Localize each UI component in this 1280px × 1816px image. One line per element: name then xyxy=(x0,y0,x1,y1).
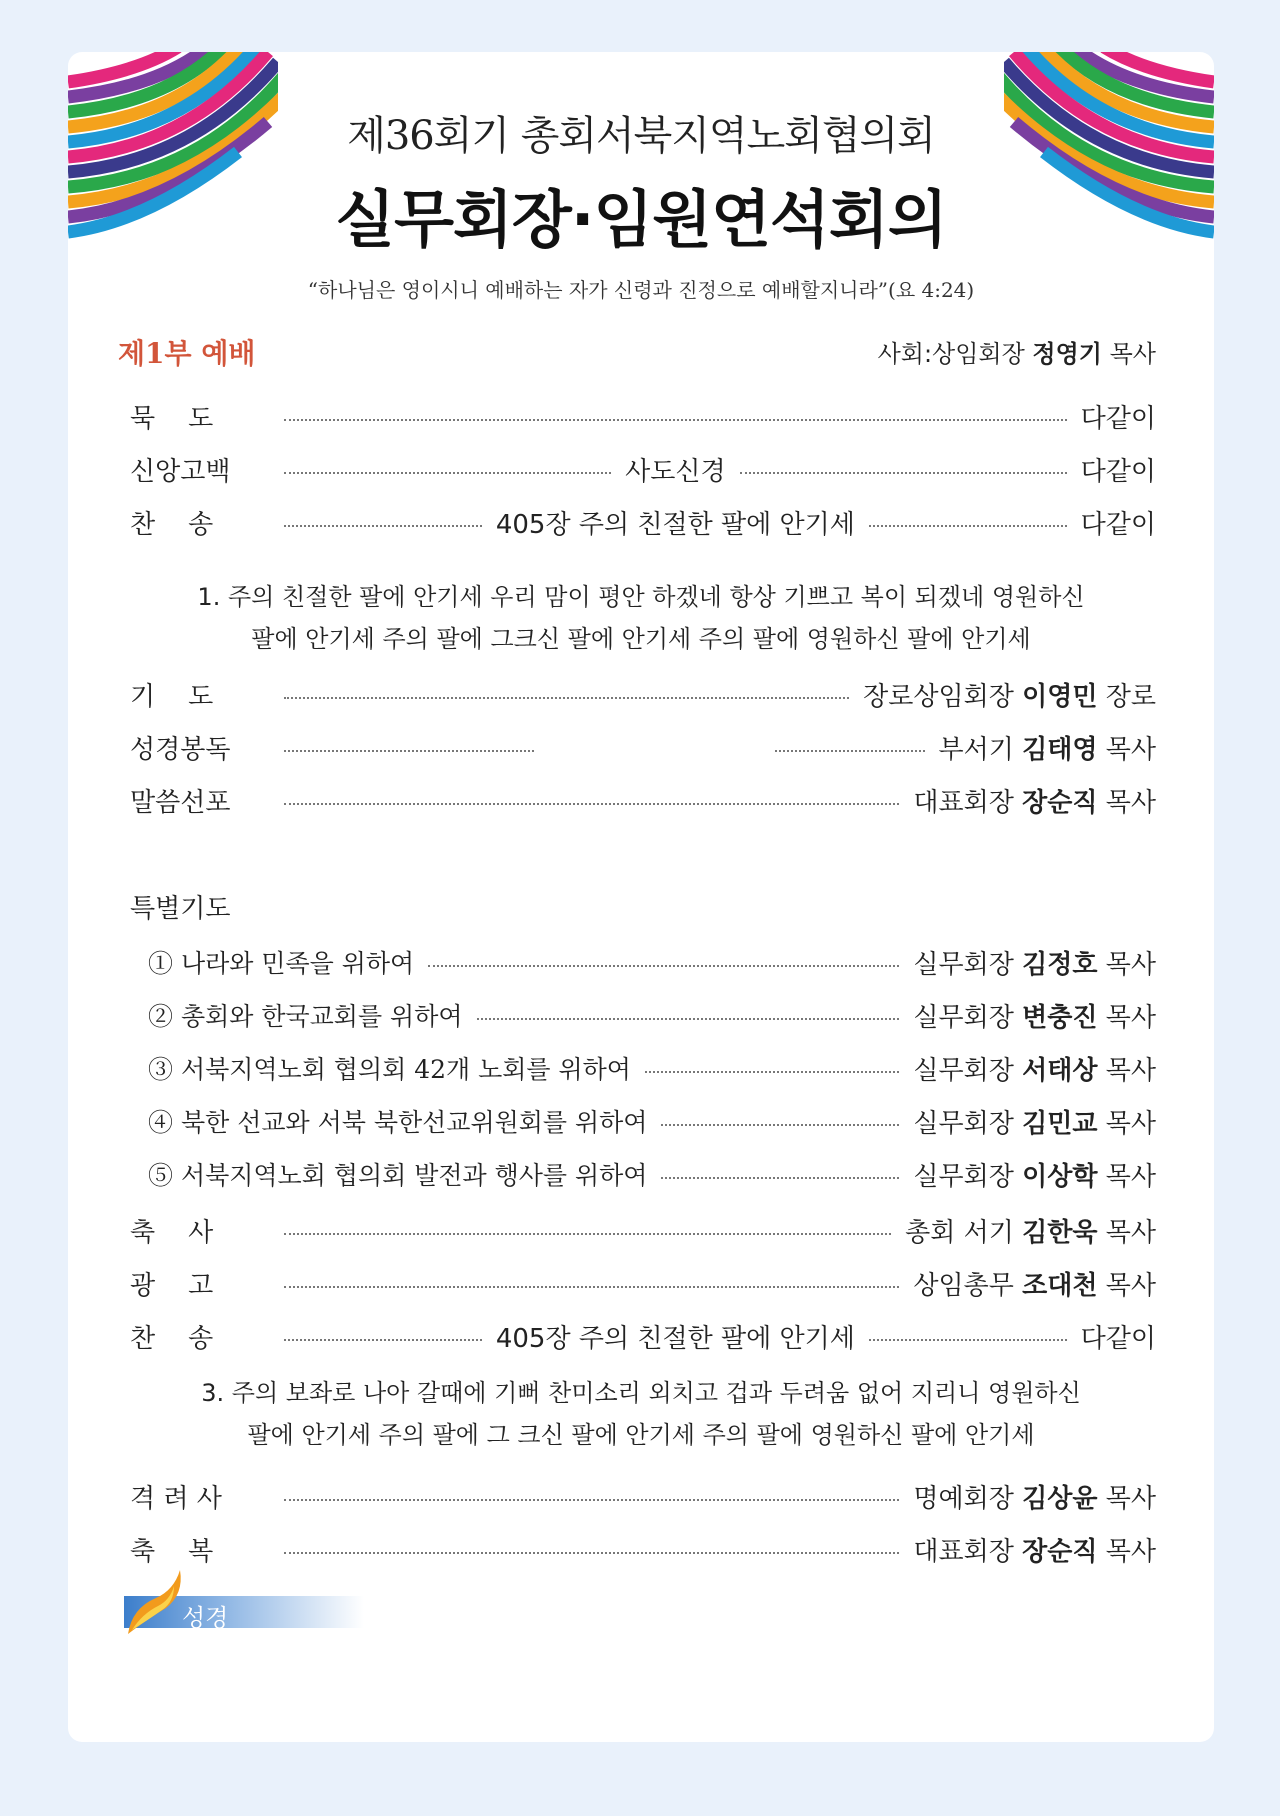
performer-name: 김상윤 xyxy=(1022,1483,1098,1514)
performer-suffix: 목사 xyxy=(1105,1002,1156,1033)
badge-label: 성경 xyxy=(182,1604,229,1632)
leader-dots xyxy=(284,525,482,527)
performer-title: 실무회장 xyxy=(913,949,1014,980)
program-label: 격 려 사 xyxy=(130,1483,222,1514)
program-label: 묵 도 xyxy=(130,403,214,434)
prayer-topic: ⑤ 서북지역노회 협의회 발전과 행사를 위하여 xyxy=(148,1161,648,1190)
section-header xyxy=(118,332,1156,372)
prayer-topic: ② 총회와 한국교회를 위하여 xyxy=(148,1002,463,1031)
leader-dots xyxy=(869,1339,1067,1341)
program-performer: 다같이 xyxy=(1080,456,1157,487)
performer-title: 실무회장 xyxy=(913,1002,1014,1033)
performer-name: 김태영 xyxy=(1022,734,1098,765)
performer-title: 부서기 xyxy=(938,734,1014,765)
prayer-row xyxy=(148,1048,1156,1088)
scripture-verse: “하나님은 영이시니 예배하는 자가 신령과 진정으로 예배할지니라”(요 4:24) xyxy=(307,278,975,302)
program-label: 축 사 xyxy=(130,1217,214,1248)
leader-dots xyxy=(284,472,611,474)
program-label: 광 고 xyxy=(130,1270,214,1301)
prayer-topic: ③ 서북지역노회 협의회 42개 노회를 위하여 xyxy=(148,1055,631,1084)
program-row xyxy=(130,396,1156,436)
leader-dots xyxy=(428,965,899,967)
presider-title: 사회:상임회장 xyxy=(877,340,1025,368)
leader-dots xyxy=(477,1018,900,1020)
leader-dots xyxy=(284,1552,899,1554)
performer-suffix: 목사 xyxy=(1105,1161,1156,1192)
program-detail: 사도신경 xyxy=(625,456,726,487)
hymn-line: 3. 주의 보좌로 나아 갈때에 기뻐 찬미소리 외치고 겁과 두려움 없어 지리니 영원하신 xyxy=(201,1379,1081,1407)
leader-dots xyxy=(284,1339,482,1341)
leader-dots xyxy=(775,750,925,752)
prayer-leader xyxy=(913,997,1156,1034)
program-row xyxy=(130,449,1156,489)
leader-dots xyxy=(661,1124,899,1126)
performer-title: 실무회장 xyxy=(913,1055,1014,1086)
program-performer: 다같이 xyxy=(1080,1323,1157,1354)
bulletin-page xyxy=(68,52,1214,1742)
performer-name: 김한욱 xyxy=(1022,1217,1098,1248)
performer-name: 조대천 xyxy=(1022,1270,1098,1301)
program-performer xyxy=(913,1478,1156,1515)
program-label: 신앙고백 xyxy=(130,456,231,487)
prayer-row xyxy=(148,1101,1156,1141)
presider-name: 정영기 xyxy=(1032,340,1102,368)
performer-title: 총회 서기 xyxy=(905,1217,1014,1248)
presider-suffix: 목사 xyxy=(1109,340,1156,368)
program-row xyxy=(130,1210,1156,1250)
performer-name: 이상학 xyxy=(1022,1161,1098,1192)
program-row xyxy=(130,674,1156,714)
performer-title: 실무회장 xyxy=(913,1108,1014,1139)
program-row xyxy=(130,727,1156,767)
program-performer xyxy=(939,729,1156,766)
special-prayer-heading: 특별기도 xyxy=(130,894,231,924)
presider xyxy=(878,334,1156,369)
performer-suffix: 목사 xyxy=(1105,1270,1156,1301)
leader-dots xyxy=(284,1286,899,1288)
program-detail: 405장 주의 친절한 팔에 안기세 xyxy=(495,509,855,540)
performer-name: 이영민 xyxy=(1022,681,1098,712)
program-performer xyxy=(913,1265,1156,1302)
hymn-lyrics xyxy=(148,1372,1134,1456)
leader-dots xyxy=(284,697,849,699)
program-row xyxy=(130,1529,1156,1569)
leader-dots xyxy=(284,419,1067,421)
program-label: 찬 송 xyxy=(130,509,214,540)
performer-title: 상임총무 xyxy=(913,1270,1014,1301)
leader-dots xyxy=(869,525,1067,527)
performer-name: 김민교 xyxy=(1022,1108,1098,1139)
leader-dots xyxy=(284,803,899,805)
hymn-line: 팔에 안기세 주의 팔에 그 크신 팔에 안기세 주의 팔에 영원하신 팔에 안기세 xyxy=(247,1421,1035,1449)
hymn-line: 팔에 안기세 주의 팔에 그크신 팔에 안기세 주의 팔에 영원하신 팔에 안기세 xyxy=(251,625,1031,653)
performer-suffix: 목사 xyxy=(1105,1536,1156,1567)
performer-name: 서태상 xyxy=(1022,1055,1098,1086)
program-row xyxy=(130,1263,1156,1303)
performer-title: 장로상임회장 xyxy=(863,681,1014,712)
prayer-leader xyxy=(913,1050,1156,1087)
performer-suffix: 목사 xyxy=(1105,734,1156,765)
performer-title: 대표회장 xyxy=(913,1536,1014,1567)
program-detail: 405장 주의 친절한 팔에 안기세 xyxy=(495,1323,855,1354)
performer-title: 실무회장 xyxy=(913,1161,1014,1192)
program-performer xyxy=(905,1212,1156,1249)
program-label: 성경봉독 xyxy=(130,734,231,765)
leader-dots xyxy=(284,1499,899,1501)
leader-dots xyxy=(284,1233,891,1235)
leader-dots xyxy=(661,1177,899,1179)
leader-dots xyxy=(740,472,1067,474)
bible-section-badge xyxy=(124,1592,364,1632)
prayer-row xyxy=(148,995,1156,1035)
performer-name: 김정호 xyxy=(1022,949,1098,980)
performer-suffix: 목사 xyxy=(1105,1108,1156,1139)
leader-dots xyxy=(284,750,534,752)
performer-name: 변충진 xyxy=(1022,1002,1098,1033)
program-performer xyxy=(913,782,1156,819)
performer-suffix: 목사 xyxy=(1105,1483,1156,1514)
prayer-row xyxy=(148,942,1156,982)
program-label: 기 도 xyxy=(130,681,214,712)
performer-suffix: 목사 xyxy=(1105,787,1156,818)
program-label: 축 복 xyxy=(130,1536,214,1567)
prayer-row xyxy=(148,1154,1156,1194)
performer-suffix: 목사 xyxy=(1105,1055,1156,1086)
main-title: 실무회장·임원연석회의 xyxy=(335,183,947,256)
performer-suffix: 목사 xyxy=(1105,1217,1156,1248)
org-title: 제36회기 총회서북지역노회협의회 xyxy=(347,113,935,159)
section-title: 제1부 예배 xyxy=(118,337,256,370)
performer-title: 명예회장 xyxy=(913,1483,1014,1514)
program-performer xyxy=(913,1531,1156,1568)
program-performer: 다같이 xyxy=(1080,509,1157,540)
performer-title: 대표회장 xyxy=(913,787,1014,818)
program-row xyxy=(130,502,1156,542)
hymn-line: 1. 주의 친절한 팔에 안기세 우리 맘이 평안 하겠네 항상 기쁘고 복이 되겠네 영원하신 xyxy=(197,583,1085,611)
program-label: 말씀선포 xyxy=(130,787,231,818)
performer-suffix: 목사 xyxy=(1105,949,1156,980)
prayer-leader xyxy=(913,1103,1156,1140)
program-row xyxy=(130,1316,1156,1356)
hymn-lyrics xyxy=(148,576,1134,660)
prayer-leader xyxy=(913,1156,1156,1193)
prayer-topic: ④ 북한 선교와 서북 북한선교위원회를 위하여 xyxy=(148,1108,648,1137)
prayer-topic: ① 나라와 민족을 위하여 xyxy=(148,949,415,978)
program-row xyxy=(130,1476,1156,1516)
performer-name: 장순직 xyxy=(1022,1536,1098,1567)
program-row xyxy=(130,780,1156,820)
program-performer: 다같이 xyxy=(1080,403,1156,434)
leader-dots xyxy=(645,1071,899,1073)
performer-name: 장순직 xyxy=(1022,787,1098,818)
prayer-leader xyxy=(913,944,1156,981)
program-label: 찬 송 xyxy=(130,1323,214,1354)
program-performer xyxy=(863,676,1156,713)
performer-suffix: 장로 xyxy=(1105,681,1156,712)
